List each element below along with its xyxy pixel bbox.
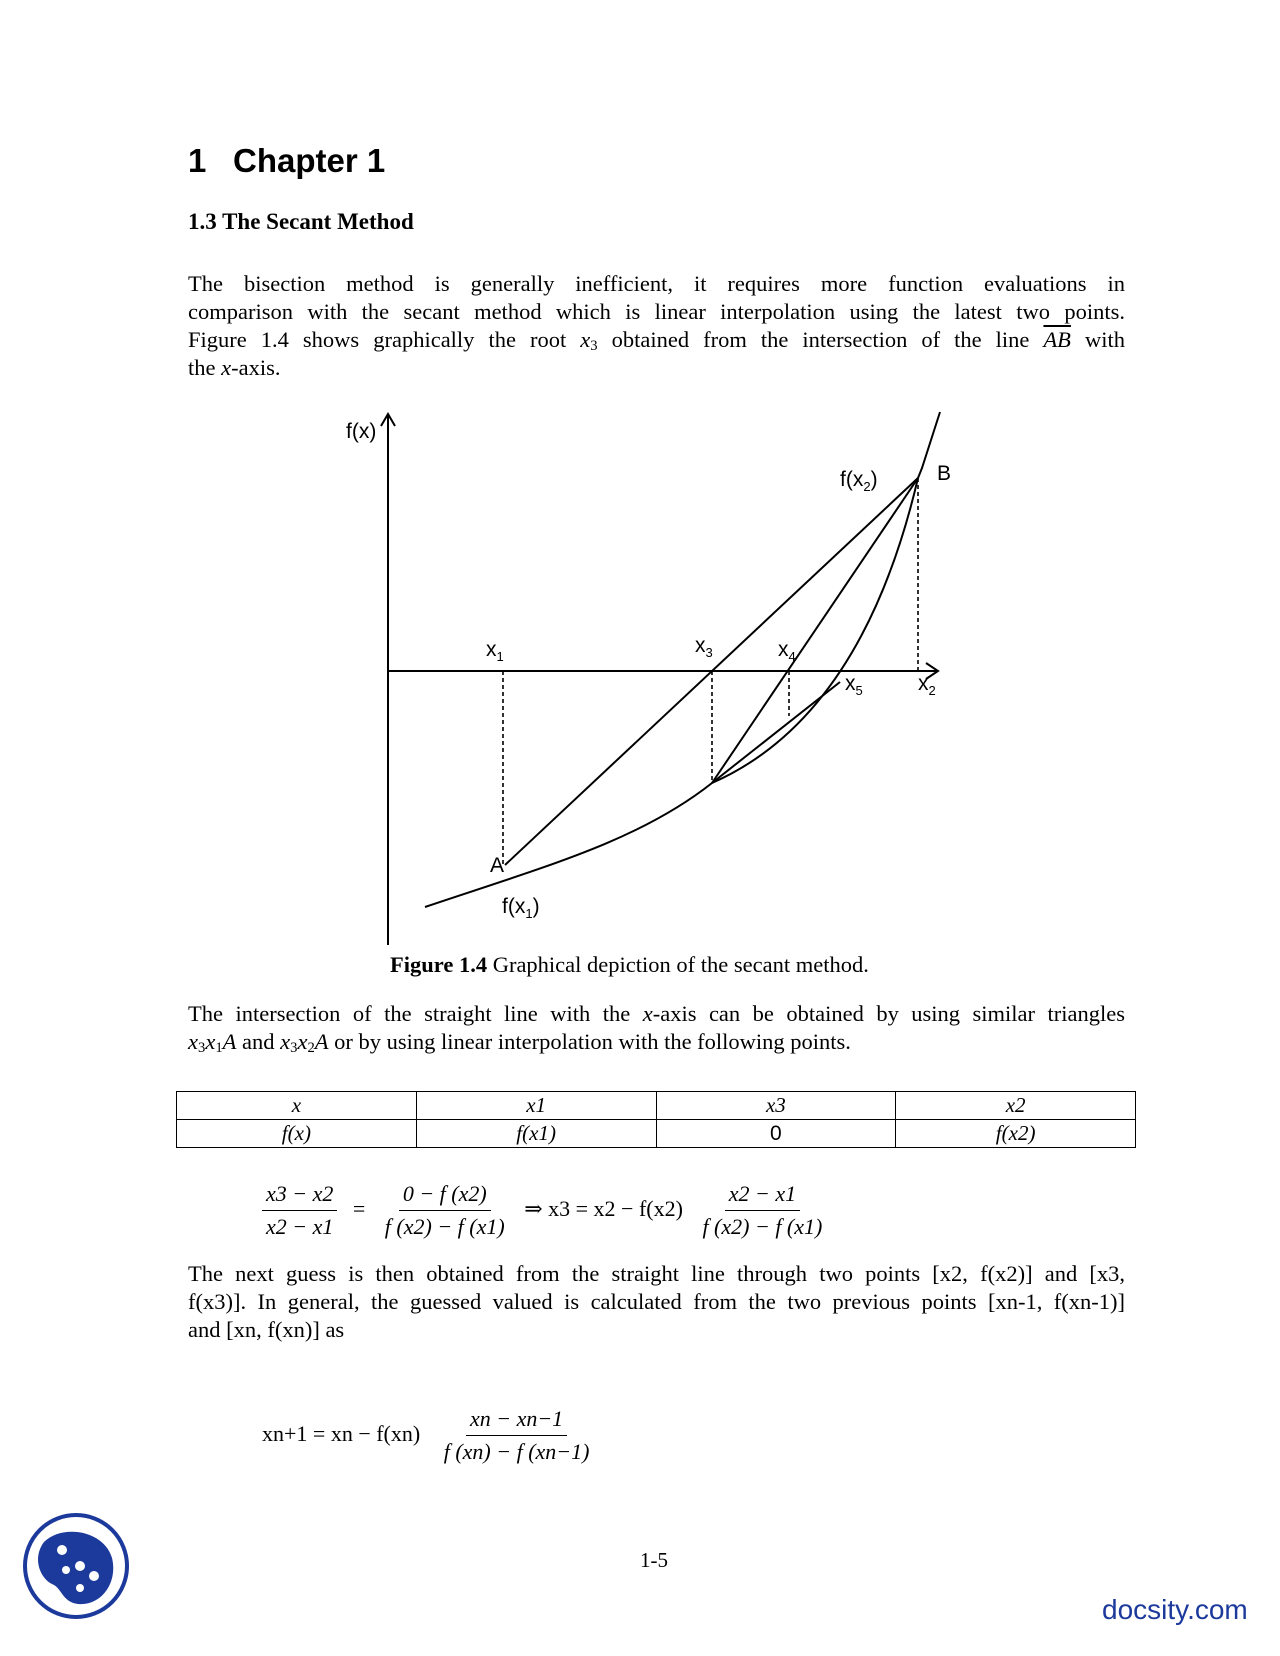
chapter-title: Chapter 1 [233, 142, 386, 179]
p2-text: or by using linear interpolation with the following points. [328, 1029, 851, 1054]
x1-label: $x_1$ [486, 638, 504, 664]
table-cell [656, 1092, 896, 1120]
intro-line-1: The bisection method is generally inefficient, it requires more function evaluations in [188, 271, 1125, 296]
y-axis-label: f(x) [346, 420, 377, 443]
interpolation-points-table [176, 1091, 1136, 1148]
p2-var: A [222, 1029, 237, 1054]
implies-expression: ⇒ x3 = x2 − f(x2) [524, 1195, 683, 1221]
intro-text: the [188, 355, 222, 380]
paragraph-3 [188, 1260, 1125, 1344]
intro-text: -axis. [231, 355, 281, 380]
p3-line-3: and [xn, f(xn)] as [188, 1317, 345, 1342]
formula-fraction [440, 1406, 594, 1465]
line-ab-symbol: $\overline{AB}$ [1043, 327, 1071, 352]
numerator: xn − xn−1 [466, 1406, 567, 1436]
paragraph-2 [188, 1000, 1125, 1056]
section-title: 1.3 The Secant Method [188, 209, 414, 234]
table-row [177, 1120, 1136, 1148]
cell-text: f(x) [281, 1121, 311, 1145]
p2-text: The intersection of the straight line with the [188, 1001, 643, 1026]
secant-line-x3-b [712, 478, 918, 783]
point-b-label: B [937, 462, 952, 485]
x5-label: $x_5$ [845, 672, 863, 698]
cell-text: x [291, 1093, 302, 1117]
caption-label: Figure 1.4 [390, 952, 488, 977]
point-a-label: A [490, 854, 505, 877]
general-secant-formula [262, 1406, 593, 1465]
secant-method-figure [340, 410, 980, 955]
secant-equation [262, 1181, 826, 1240]
denominator: f (x2) − f (x1) [702, 1214, 823, 1239]
x4-label: $x_4$ [778, 638, 796, 664]
table-cell [416, 1120, 656, 1148]
caption-text: Graphical depiction of the secant method. [487, 952, 869, 977]
fx2-label: $f(x_2)$ [840, 468, 878, 494]
formula-lhs: xn+1 = xn − f(xn) [262, 1420, 421, 1446]
p2-var: x [205, 1029, 216, 1054]
p3-line-2: f(x3)]. In general, the guessed valued is calculated from the two previous points [xn-1, f(xn-1)] [188, 1289, 1125, 1314]
p2-text: and [236, 1029, 281, 1054]
table-cell [656, 1120, 896, 1148]
p2-text: -axis can be obtained by using similar triangles [652, 1001, 1125, 1026]
intro-paragraph [188, 270, 1125, 382]
cell-text: f(x1) [516, 1121, 556, 1145]
cell-text: x1 [526, 1093, 547, 1117]
cell-text: 0 [770, 1121, 782, 1145]
table-cell [416, 1092, 656, 1120]
intro-line-3 [188, 326, 1125, 354]
p2-sub: 3 [290, 1040, 298, 1056]
figure-caption [390, 952, 869, 978]
chapter-number: 1 [188, 142, 207, 179]
denominator: x2 − x1 [266, 1214, 334, 1239]
intro-line-2: comparison with the secant method which is linear interpolation using the latest two points. [188, 299, 1125, 324]
docsity-logo-icon[interactable] [22, 1512, 130, 1620]
cell-text: x3 [765, 1093, 786, 1117]
x3-label: $x_3$ [695, 634, 713, 660]
intro-var: x [221, 355, 232, 380]
p2-var: x [642, 1001, 653, 1026]
denominator: f (xn) − f (xn−1) [443, 1439, 590, 1464]
fraction-lhs [262, 1181, 337, 1240]
p3-line-1: The next guess is then obtained from the straight line through two points [x2, f(x2)] and [x3, [188, 1261, 1125, 1286]
p2-var: x [280, 1029, 291, 1054]
page-number: 1-5 [640, 1548, 668, 1572]
table-cell [896, 1120, 1136, 1148]
x2-label: $x_2$ [918, 672, 936, 698]
table-cell [896, 1092, 1136, 1120]
intro-sub: 3 [590, 338, 598, 354]
intro-var: x [580, 327, 591, 352]
table-cell [177, 1120, 417, 1148]
fraction-rhs [698, 1181, 826, 1240]
p2-var: x [297, 1029, 308, 1054]
intro-line-4 [188, 354, 1125, 382]
p2-var: x [188, 1029, 198, 1054]
table-cell [177, 1092, 417, 1120]
denominator: f (x2) − f (x1) [384, 1214, 505, 1239]
intro-text: with [1070, 327, 1125, 352]
table-row [177, 1092, 1136, 1120]
docsity-brand-link[interactable]: docsity.com [1102, 1594, 1248, 1625]
cell-text: f(x2) [995, 1121, 1036, 1145]
cell-text: x2 [1005, 1093, 1026, 1117]
fraction-mid [381, 1181, 509, 1240]
p2-var: A [314, 1029, 329, 1054]
p2-line-1 [188, 1000, 1125, 1028]
numerator: x2 − x1 [725, 1181, 800, 1211]
secant-line-x3-x4 [712, 682, 840, 783]
chapter-heading [188, 142, 385, 180]
numerator: x3 − x2 [262, 1181, 337, 1211]
intro-text: Figure 1.4 shows graphically the root [188, 327, 581, 352]
equals-sign: = [352, 1195, 366, 1221]
p2-line-2 [188, 1028, 1125, 1056]
p2-sub: 2 [307, 1040, 315, 1056]
numerator: 0 − f (x2) [399, 1181, 491, 1211]
p2-sub: 3 [198, 1040, 206, 1056]
intro-text: obtained from the intersection of the line [597, 327, 1044, 352]
fx1-label: $f(x_1)$ [502, 895, 540, 921]
p2-sub: 1 [215, 1040, 223, 1056]
